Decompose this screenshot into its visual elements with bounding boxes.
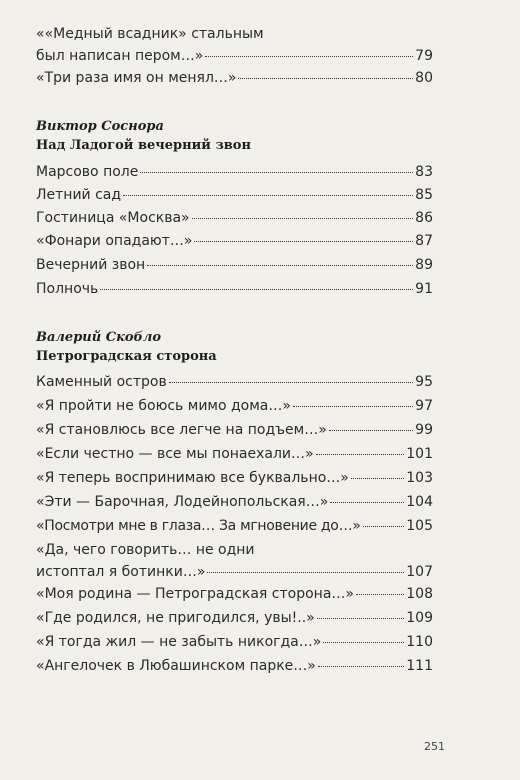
leader-dots <box>192 218 414 219</box>
toc-entry <box>36 446 433 462</box>
leader-dots <box>293 406 413 407</box>
entry-title: Марсово поле <box>36 164 139 180</box>
entry-title: «Моя родина — Петроградская сторона…» <box>36 586 354 602</box>
entry-page: 108 <box>406 586 433 602</box>
entry-title: был написан пером…» <box>36 48 204 64</box>
toc-entry <box>36 610 433 626</box>
entry-title: Полночь <box>36 281 99 297</box>
entry-page: 79 <box>415 48 433 64</box>
toc-entry <box>36 281 433 297</box>
toc-entry <box>36 210 433 226</box>
entry-title: «Я теперь воспринимаю все буквально…» <box>36 470 349 486</box>
toc-entry <box>36 586 433 602</box>
leader-dots <box>100 289 413 290</box>
leader-dots <box>205 56 413 57</box>
entry-title: «Где родился, не пригодился, увы!..» <box>36 610 315 626</box>
page-number: 251 <box>424 740 445 753</box>
entry-page: 85 <box>415 187 433 203</box>
entry-title: «Фонари опадают…» <box>36 233 193 249</box>
entry-page: 99 <box>415 422 433 438</box>
section-author: Виктор Соснора <box>36 119 164 134</box>
leader-dots <box>169 382 413 383</box>
toc-entry <box>36 422 433 438</box>
entry-title: «Я становлюсь все легче на подъем…» <box>36 422 327 438</box>
toc-entry <box>36 70 433 86</box>
leader-dots <box>330 502 404 503</box>
toc-entry <box>36 634 433 650</box>
entry-title: Каменный остров <box>36 374 167 390</box>
entry-title: истоптал я ботинки…» <box>36 564 206 580</box>
toc-entry <box>36 494 433 510</box>
leader-dots <box>147 265 413 266</box>
toc-entry <box>36 518 433 534</box>
toc-entry <box>36 233 433 249</box>
entry-page: 95 <box>415 374 433 390</box>
leader-dots <box>363 526 405 527</box>
leader-dots <box>356 594 404 595</box>
entry-title: Гостиница «Москва» <box>36 210 190 226</box>
section-title: Над Ладогой вечерний звон <box>36 138 251 153</box>
toc-entry <box>36 398 433 414</box>
entry-title: «Посмотри мне в глаза… За мгновение до…» <box>36 518 361 534</box>
entry-page: 83 <box>415 164 433 180</box>
entry-page: 103 <box>406 470 433 486</box>
entry-page: 80 <box>415 70 433 86</box>
entry-title: «Три раза имя он менял…» <box>36 70 237 86</box>
entry-page: 111 <box>406 658 433 674</box>
toc-entry <box>36 164 433 180</box>
entry-page: 86 <box>415 210 433 226</box>
toc-entry <box>36 470 433 486</box>
entry-title-line1: ««Медный всадник» стальным <box>36 26 264 42</box>
leader-dots <box>140 172 413 173</box>
entry-title: «Я пройти не боюсь мимо дома…» <box>36 398 291 414</box>
entry-title: «Эти — Барочная, Лодейнопольская…» <box>36 494 329 510</box>
section-title: Петроградская сторона <box>36 349 217 364</box>
leader-dots <box>329 430 413 431</box>
entry-title: Вечерний звон <box>36 257 146 273</box>
leader-dots <box>351 478 404 479</box>
leader-dots <box>323 642 404 643</box>
leader-dots <box>238 78 413 79</box>
entry-title: «Если честно — все мы понаехали…» <box>36 446 314 462</box>
entry-page: 109 <box>406 610 433 626</box>
entry-title: «Ангелочек в Любашинском парке…» <box>36 658 316 674</box>
toc-entry <box>36 374 433 390</box>
entry-title: Летний сад <box>36 187 122 203</box>
leader-dots <box>207 572 404 573</box>
toc-entry <box>36 26 433 64</box>
toc-entry <box>36 658 433 674</box>
entry-page: 87 <box>415 233 433 249</box>
entry-page: 107 <box>406 564 433 580</box>
leader-dots <box>318 666 404 667</box>
entry-page: 91 <box>415 281 433 297</box>
toc-entry <box>36 257 433 273</box>
entry-page: 105 <box>406 518 433 534</box>
entry-title: «Я тогда жил — не забыть никогда…» <box>36 634 322 650</box>
leader-dots <box>317 618 405 619</box>
entry-page: 89 <box>415 257 433 273</box>
toc-entry <box>36 542 433 580</box>
toc-entry <box>36 187 433 203</box>
entry-page: 97 <box>415 398 433 414</box>
leader-dots <box>123 195 413 196</box>
leader-dots <box>194 241 413 242</box>
entry-title-line1: «Да, чего говорить… не одни <box>36 542 255 558</box>
entry-page: 101 <box>406 446 433 462</box>
entry-page: 104 <box>406 494 433 510</box>
entry-page: 110 <box>406 634 433 650</box>
leader-dots <box>316 454 405 455</box>
section-author: Валерий Скобло <box>36 330 162 345</box>
